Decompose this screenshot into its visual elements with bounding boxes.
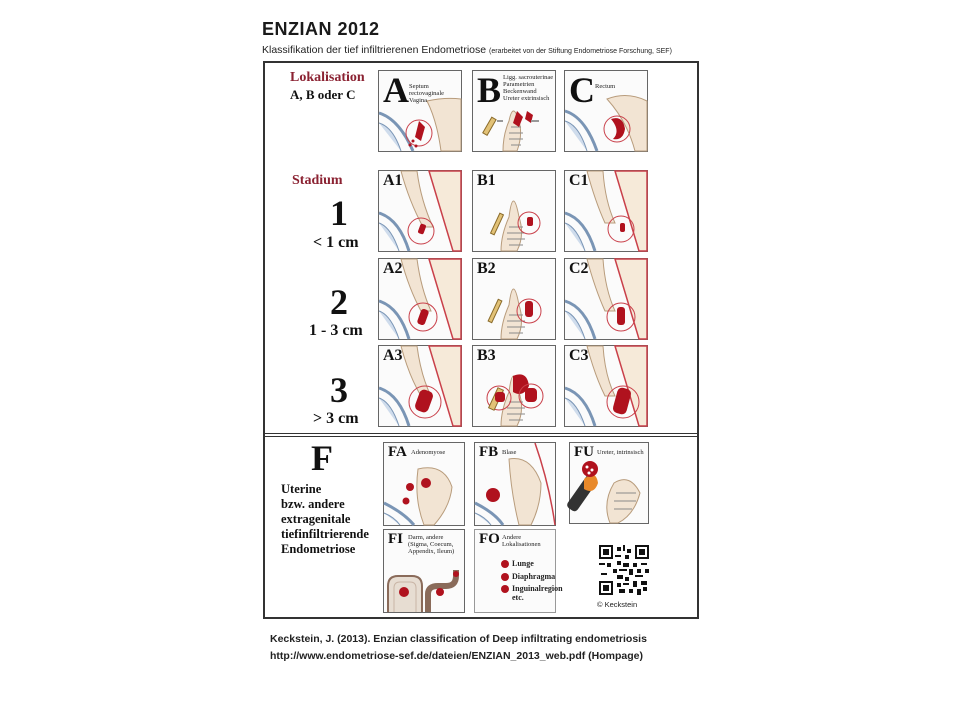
tile-code-A: A <box>383 70 409 110</box>
tile-code-FU: FU <box>574 444 594 460</box>
tile-B3 <box>472 345 556 427</box>
reference-citation: Keckstein, J. (2013). Enzian classification of Deep infiltrating endometriosis <box>270 633 647 645</box>
tile-code-A1: A1 <box>383 172 403 189</box>
subtitle-main: Klassifikation der tief infiltrierenen Endometriose <box>262 44 487 56</box>
tile-A2 <box>378 258 462 340</box>
tile-C1 <box>564 170 648 252</box>
frame-f-divider <box>263 433 698 434</box>
reference-url-link[interactable]: http://www.endometriose-sef.de/dateien/ENZIAN_2013_web.pdf (Hompage) <box>270 650 644 662</box>
tile-FA <box>383 442 465 526</box>
tile-code-B: B <box>477 70 502 110</box>
fo-item-lunge: Lunge <box>512 559 534 568</box>
tile-FI <box>383 529 465 613</box>
tile-B1 <box>472 170 556 252</box>
copyright-text: © Keckstein <box>597 600 638 609</box>
tile-A <box>378 70 462 152</box>
localisation-heading: Lokalisation <box>290 70 365 85</box>
tile-B <box>472 70 556 152</box>
stadium-size-1: < 1 cm <box>313 234 359 251</box>
frame-top-rule <box>263 61 698 63</box>
fo-item-etc: etc. <box>512 593 524 602</box>
tile-C3 <box>564 345 648 427</box>
tile-FU <box>569 442 649 524</box>
page-subtitle <box>262 44 672 56</box>
stadium-number-3: 3 <box>330 370 348 410</box>
tile-note-FU: Ureter, intrinsisch <box>597 449 644 456</box>
tile-code-FO: FO <box>479 531 500 547</box>
tile-code-FI: FI <box>388 531 403 547</box>
tile-note-FO: Andere Lokalisationen <box>502 534 541 548</box>
stadium-heading: Stadium <box>292 173 343 188</box>
tile-B2 <box>472 258 556 340</box>
tile-A1 <box>378 170 462 252</box>
tile-note-B: Ligg. sacrouterinae Parametrien Beckenwand Ureter extrinsisch <box>503 74 554 102</box>
tile-code-A3: A3 <box>383 347 403 364</box>
stadium-size-2: 1 - 3 cm <box>309 322 363 339</box>
tile-note-A: Septum rectovaginale Vagina <box>409 83 445 104</box>
tile-C <box>564 70 648 152</box>
subtitle-note: (erarbeitet von der Stiftung Endometriose Forschung, SEF) <box>489 48 672 55</box>
tile-code-B3: B3 <box>477 347 496 364</box>
frame-bottom-rule <box>263 617 698 619</box>
tile-note-FB: Blase <box>502 449 517 456</box>
tile-note-FI: Darm, andere (Sigma, Coecum, Appendix, Ileum) <box>408 534 455 555</box>
tile-A3 <box>378 345 462 427</box>
stadium-number-1: 1 <box>330 193 348 233</box>
qr-code-icon[interactable] <box>599 545 649 595</box>
tile-note-FA: Adenomyose <box>411 449 446 456</box>
tile-code-C1: C1 <box>569 172 589 189</box>
tile-code-B2: B2 <box>477 260 496 277</box>
stadium-size-3: > 3 cm <box>313 410 359 427</box>
tile-code-FB: FB <box>479 444 499 460</box>
fo-item-inguinalregion: Inguinalregion <box>512 584 563 593</box>
localisation-subheading: A, B oder C <box>290 87 356 102</box>
tile-code-C3: C3 <box>569 347 589 364</box>
tile-code-C: C <box>569 70 595 110</box>
page-title: ENZIAN 2012 <box>262 19 380 39</box>
frame-right-rule <box>697 61 699 619</box>
tile-FB <box>474 442 556 526</box>
tile-code-B1: B1 <box>477 172 496 189</box>
frame-left-rule <box>263 61 265 619</box>
f-section-description: Uterine bzw. andere extragenitale tiefinfiltrierende Endometriose <box>281 482 369 556</box>
tile-code-C2: C2 <box>569 260 589 277</box>
tile-FO <box>474 529 563 613</box>
tile-note-C: Rectum <box>595 83 616 90</box>
tile-C2 <box>564 258 648 340</box>
tile-code-A2: A2 <box>383 260 403 277</box>
tile-code-FA: FA <box>388 444 407 460</box>
stadium-number-2: 2 <box>330 282 348 322</box>
f-section-letter: F <box>311 438 333 478</box>
fo-item-diaphragma: Diaphragma <box>512 572 556 581</box>
